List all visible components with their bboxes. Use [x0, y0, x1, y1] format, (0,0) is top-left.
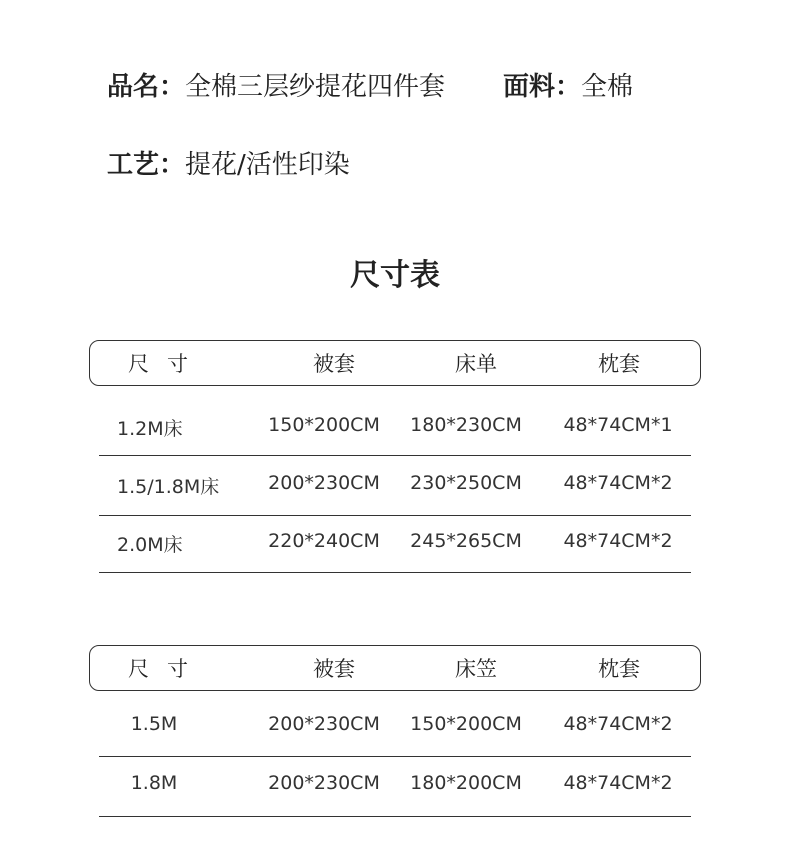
size-chart-title: 尺寸表 — [350, 258, 440, 293]
table-row — [99, 757, 691, 817]
cell-duvet-cover: 200*230CM — [268, 713, 380, 735]
craft-value: 提花/活性印染 — [185, 150, 350, 180]
cell-pillowcase: 48*74CM*1 — [563, 414, 673, 436]
cell-duvet-cover: 220*240CM — [268, 530, 380, 552]
craft-label: 工艺： — [107, 150, 186, 180]
fabric-label: 面料： — [503, 72, 582, 102]
cell-pillowcase: 48*74CM*2 — [563, 530, 673, 552]
cell-duvet-cover: 150*200CM — [268, 414, 380, 436]
cell-pillowcase: 48*74CM*2 — [563, 772, 673, 794]
header-fitted-sheet: 床笠 — [455, 657, 497, 681]
product-name-label: 品名： — [107, 72, 186, 102]
cell-duvet-cover: 200*230CM — [268, 472, 380, 494]
header-size: 尺寸 — [128, 352, 206, 376]
cell-bed-sheet: 245*265CM — [410, 530, 522, 552]
cell-fitted-sheet: 150*200CM — [410, 713, 522, 735]
size-table-1 — [89, 340, 701, 573]
cell-duvet-cover: 200*230CM — [268, 772, 380, 794]
cell-fitted-sheet: 180*200CM — [410, 772, 522, 794]
product-info-row-1 — [107, 70, 633, 104]
header-pillowcase: 枕套 — [598, 352, 640, 376]
table-row — [99, 691, 691, 757]
fabric-value: 全棉 — [581, 72, 634, 102]
table-header — [89, 645, 701, 691]
table-header — [89, 340, 701, 386]
cell-size: 1.5M — [130, 713, 178, 735]
cell-pillowcase: 48*74CM*2 — [563, 713, 673, 735]
product-info-row-2 — [107, 148, 350, 182]
size-table-2 — [89, 645, 701, 817]
table-row — [99, 516, 691, 573]
cell-bed-sheet: 230*250CM — [410, 472, 522, 494]
product-name-value: 全棉三层纱提花四件套 — [185, 72, 446, 102]
cell-size: 1.8M — [130, 772, 178, 794]
header-duvet-cover: 被套 — [313, 657, 355, 681]
header-duvet-cover: 被套 — [313, 352, 355, 376]
cell-size: 1.2M床 — [117, 418, 183, 440]
cell-pillowcase: 48*74CM*2 — [563, 472, 673, 494]
header-bed-sheet: 床单 — [455, 352, 497, 376]
header-pillowcase: 枕套 — [598, 657, 640, 681]
cell-size: 2.0M床 — [117, 534, 183, 556]
header-size: 尺寸 — [128, 657, 206, 681]
table-row — [99, 456, 691, 516]
cell-bed-sheet: 180*230CM — [410, 414, 522, 436]
cell-size: 1.5/1.8M床 — [117, 476, 220, 498]
table-row — [99, 386, 691, 456]
